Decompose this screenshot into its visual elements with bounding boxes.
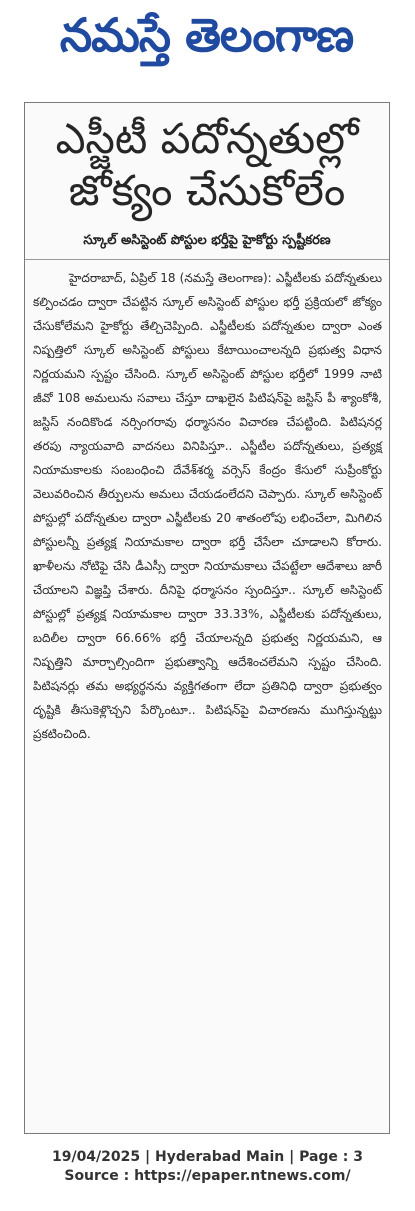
page-footer [0,1148,415,1186]
news-clipping [24,102,390,1134]
source-link[interactable]: Source : https://epaper.ntnews.com/ [64,1168,351,1184]
edition-info: 19/04/2025 | Hyderabad Main | Page : 3 [51,1149,364,1165]
article-subheadline: స్కూల్ అసిస్టెంట్ పోస్టుల భర్తీపై హైకోర్టు స్పష్టీకరణ [83,233,331,248]
headline-divider [25,259,389,260]
article-headline: ఎస్జీటీ పదోన్నతుల్లో జోక్యం చేసుకోలేం [55,114,359,215]
article-body: హైదరాబాద్, ఏప్రిల్ 18 (నమస్తే తెలంగాణ): ఎస్జీటీలకు పదోన్నతులు కల్పించడం ద్వారా చేపట్టిన స్కూల్ అసిస్టెంట్ పోస్టుల భర్తీ ప్రక్రియలో జోక్యం చేసుకోలేమని హైకోర్టు తేల్చిచెప్పింది. ఎస్జీటీలకు పదోన్నతుల ద్వారా ఎంత నిష్పత్తిలో స్కూల్ అసిస్టెంట్ పోస్టులు కేటాయించాలన్నది ప్రభుత్వ విధాన నిర్ణయమని స్పష్టం చేసింది. స్కూల్ అసిస్టెంట్ పోస్టుల భర్తీలో 1999 నాటి జీవో 108 అమలును సవాలు చేస్తూ దాఖలైన పిటిషన్‌పై జస్టిస్ పీ శ్యాంకోశీ, జస్టిస్ నందికొండ నర్సింగరావు ధర్మాసనం విచారణ చేపట్టింది. పిటిషనర్ల తరపు న్యాయవాది వాదనలు వినిపిస్తూ.. ఎస్జీటీల పదోన్నతులు, ప్రత్యక్ష నియామకాలకు సంబంధించి దేవేశ్‌శర్మ వర్సెస్ కేంద్రం కేసులో సుప్రీంకోర్టు వెలువరించిన తీర్పులను అమలు చేయడంలేదని చెప్పారు. స్కూల్ అసిస్టెంట్ పోస్టుల్లో పదోన్నతుల ద్వారా ఎస్జీటీలకు 20 శాతంలోపు లభించేలా, మిగిలిన పోస్టులన్నీ ప్రత్యక్ష నియామకాల ద్వారా భర్తీ చేసేలా చూడాలని కోరారు. ఖాళీలను నోటిఫై చేసి డీఎస్సీ ద్వారా నియామకాలు చేపట్టేలా ఆదేశాలు జారీ చేయాలని విజ్ఞప్తి చేశారు. దీనిపై ధర్మాసనం స్పందిస్తూ.. స్కూల్ అసిస్టెంట్ పోస్టుల్లో ప్రత్యక్ష నియామకాల ద్వారా 33.33%, ఎస్జీటీలకు పదోన్నతులు, బదిలీల ద్వారా 66.66% భర్తీ చేయాలన్నది ప్రభుత్వ నిర్ణయమని, ఆ నిష్పత్తిని మార్చాల్సిందిగా ప్రభుత్వాన్ని ఆదేశించలేమని స్పష్టం చేసింది. పిటిషనర్లు తమ అభ్యర్థనను వ్యక్తిగతంగా లేదా ప్రతినిధి ద్వారా ప్రభుత్వం దృష్టికి తీసుకెళ్లొచ్చని పేర్కొంటూ.. పిటిషన్‌పై విచారణను ముగిస్తున్నట్టు ప్రకటించింది. [33,271,382,741]
newspaper-masthead: నమస్తే తెలంగాణ [59,8,354,62]
